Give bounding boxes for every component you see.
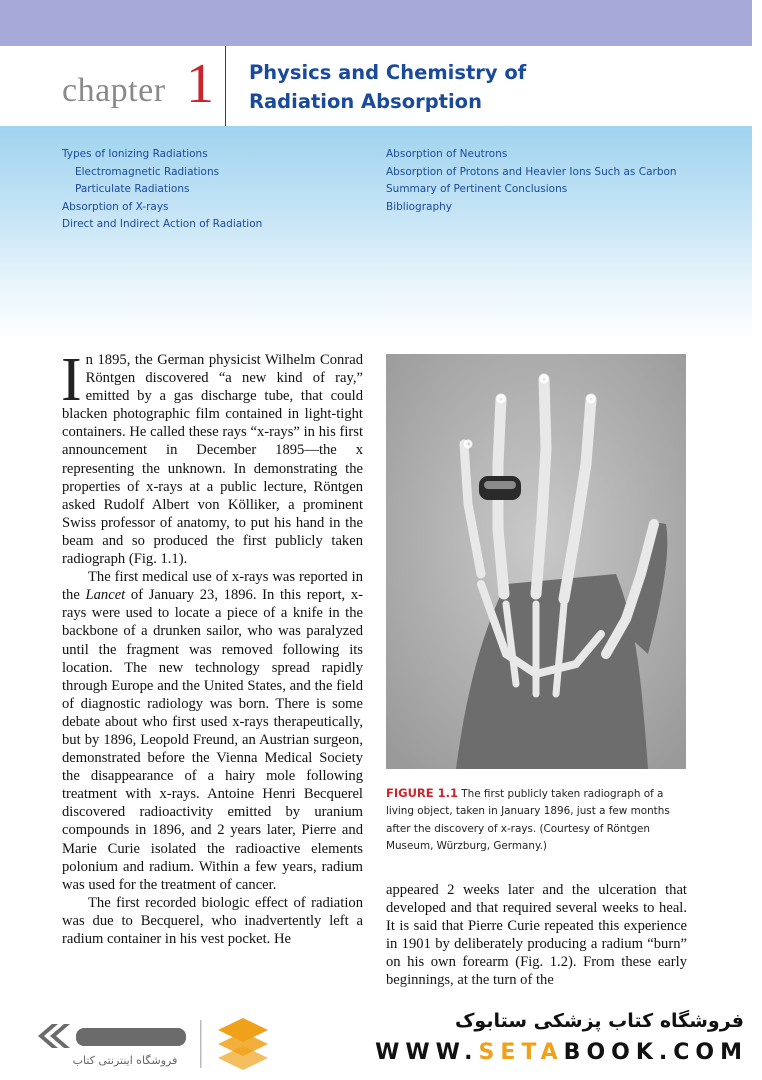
chapter-outline-right <box>386 146 726 216</box>
watermark-footer <box>0 996 762 1080</box>
body-text-column-2 <box>386 881 687 990</box>
top-color-bar <box>0 0 752 46</box>
outline-item[interactable]: Absorption of Protons and Heavier Ions Such as Carbon <box>386 165 677 178</box>
header-divider <box>225 46 226 126</box>
body-paragraph <box>62 568 363 894</box>
paragraph-text: n 1895, the German physicist Wilhelm Conrad Röntgen discovered “a new kind of ray,” emitted by a gas discharge tube, that could blacken photographic film contained in light-tight containers. He called these rays “x-rays” in his first announcement in December 1895—the x representing the unknown. In demonstrating the properties of x-rays at a public lecture, Röntgen asked Rudolf Albert von Kölliker, a prominent Swiss professor of anatomy, to put his hand in the beam and so produced the first publicly taken radiograph (Fig. 1.1). <box>62 352 363 568</box>
outline-item[interactable]: Direct and Indirect Action of Radiation <box>62 218 263 231</box>
chapter-number: 1 <box>186 53 214 115</box>
outline-subitem[interactable]: Particulate Radiations <box>75 183 190 196</box>
chapter-title <box>249 58 669 116</box>
chapter-word: chapter <box>62 72 166 109</box>
figure-caption-text: The first publicly taken radiograph of a living object, taken in January 1896, just a few months after the discovery of x-rays. (Courtesy of Röntgen Museum, Würzburg, Germany.) <box>386 788 670 853</box>
body-paragraph: The first recorded biologic effect of radiation was due to Becquerel, who inadvertently left a radium container in his vest pocket. He <box>62 894 363 947</box>
url-suffix: BOOK.COM <box>563 1040 748 1065</box>
outline-item[interactable]: Bibliography <box>386 200 452 213</box>
shop-url[interactable] <box>368 1040 748 1065</box>
body-paragraph: appeared 2 weeks later and the ulceration that developed and that required several weeks to heal. It is said that Pierre Curie repeated this experience in 1901 by deliberately producing a radium “burn” on his own forearm (Fig. 1.2). From these early beginnings, at the turn of the <box>386 882 687 989</box>
journal-name: Lancet <box>85 587 126 604</box>
outline-item[interactable]: Summary of Pertinent Conclusions <box>386 183 568 196</box>
outline-item[interactable]: Types of Ionizing Radiations <box>62 148 208 160</box>
shop-name: فروشگاه کتاب پزشکی ستابوک <box>454 1010 744 1032</box>
figure-caption <box>386 785 691 856</box>
body-paragraph <box>61 346 363 568</box>
outline-item[interactable]: Absorption of X-rays <box>62 200 169 213</box>
body-text-column-1 <box>61 346 364 948</box>
figure-label: FIGURE 1.1 <box>386 786 458 800</box>
chapter-title-line-2: Radiation Absorption <box>249 90 482 113</box>
xray-hand-photo <box>386 354 686 769</box>
paragraph-text: The first medical use of x-rays was reported in the <box>62 569 363 604</box>
chapter-outline-left <box>62 146 372 234</box>
outline-item[interactable]: Absorption of Neutrons <box>386 148 508 160</box>
chapter-title-line-1: Physics and Chemistry of <box>249 61 527 84</box>
logo-tagline: فروشگاه اینترنتی کتاب <box>72 1054 178 1067</box>
paragraph-text: of January 23, 1896. In this report, x-rays were used to locate a piece of a knife in the backbone of a drunken sailor, who was paralyzed until the fragment was removed following its location. The new technology spread rapidly through Europe and the United States, and the field of diagnostic radiology was born. There is some debate about who first used x-rays therapeutically, but by 1896, Leopold Freund, an Austrian surgeon, demonstrated before the Vienna Medical Society the disappearance of a hairy mole following treatment with x-rays. Antoine Henri Becquerel discovered radioactivity emitted by uranium compounds in 1896, and 2 years later, Pierre and Marie Curie isolated the radioactive elements polonium and radium. Within a few years, radium was used for the treatment of cancer. <box>62 587 364 893</box>
drop-cap: I <box>61 346 82 414</box>
outline-subitem[interactable]: Electromagnetic Radiations <box>75 165 220 178</box>
url-accent: SETA <box>478 1040 564 1065</box>
url-prefix: WWW. <box>375 1040 479 1065</box>
